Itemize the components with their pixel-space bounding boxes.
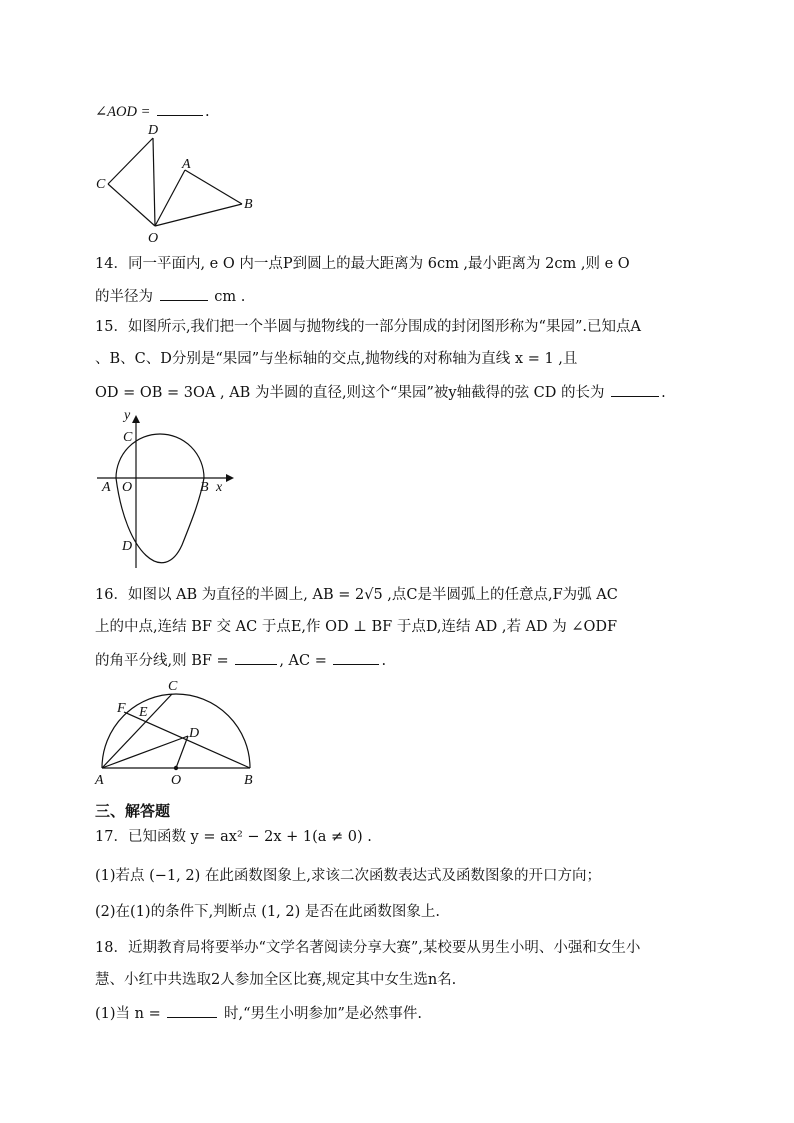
label-C: C: [123, 430, 133, 445]
q17-sub1: [95, 866, 601, 886]
segment-co: [108, 184, 155, 226]
q17-subquestion-2: (2)在(1)的条件下,判断点 (1, 2) 是否在此函数图象上.: [95, 904, 440, 920]
q16-end: .: [381, 653, 387, 669]
label-A: A: [182, 157, 191, 172]
figure-13: [90, 118, 280, 248]
q15-line3: [95, 381, 666, 403]
q13-end: .: [204, 104, 210, 120]
q15-text2: 、B、C、D分别是“果园”与坐标轴的交点,抛物线的对称轴为直线 x = 1 ,且: [95, 351, 578, 367]
label-B: B: [200, 480, 209, 495]
y-axis-arrow: [132, 415, 140, 423]
q16-text3a: 的角平分线,则 BF =: [95, 653, 229, 669]
label-O: O: [122, 480, 133, 495]
label-D: D: [148, 123, 159, 138]
q18-sub1-text: (1)当 n =: [95, 1006, 161, 1022]
label-x: x: [216, 480, 223, 495]
segment-ab: [185, 170, 242, 204]
label-E: E: [139, 705, 148, 720]
q15-number: 15．: [95, 319, 128, 335]
label-O: O: [171, 773, 182, 788]
q17-text1: 已知函数 y = ax² − 2x + 1(a ≠ 0) .: [127, 829, 372, 845]
q18-number: 18．: [95, 940, 128, 956]
q17-sub2: [95, 902, 440, 922]
q14-line1: [95, 254, 630, 274]
q13-expression: ∠AOD =: [95, 104, 151, 120]
q18-text1: 近期教育局将要举办“文学名著阅读分享大赛”,某校要从男生小明、小强和女生小: [127, 940, 641, 956]
q18-line1: [95, 938, 640, 958]
segment-ad: [102, 736, 188, 768]
label-D: D: [189, 726, 200, 741]
label-A: A: [102, 480, 111, 495]
q16-ac-blank[interactable]: [333, 649, 379, 665]
label-O: O: [148, 231, 159, 246]
segment-dc: [108, 138, 153, 184]
q16-number: 16．: [95, 587, 128, 603]
q15-text3: OD = OB = 3OA , AB 为半圆的直径,则这个“果园”被y轴截得的弦 CD 的长为: [95, 385, 605, 401]
q14-answer-blank[interactable]: [160, 285, 208, 301]
q17-number: 17．: [95, 829, 128, 845]
label-B: B: [244, 197, 253, 212]
q18-sub1-end: 时,“男生小明参加”是必然事件.: [223, 1006, 423, 1022]
q17-line1: [95, 827, 372, 847]
q15-line1: [95, 317, 641, 337]
q15-line2: [95, 349, 577, 369]
label-C: C: [168, 679, 178, 694]
q16-line3: [95, 649, 386, 671]
q18-n-blank[interactable]: [167, 1002, 217, 1018]
figure-16: [92, 674, 267, 789]
point-o: [174, 766, 178, 770]
q15-end: .: [661, 385, 666, 401]
q16-text1: 如图以 AB 为直径的半圆上, AB = 2√5 ,点C是半圆弧上的任意点,F为弧 AC: [127, 587, 618, 603]
q16-bf-blank[interactable]: [235, 649, 277, 665]
section-heading: 三、解答题: [95, 802, 171, 820]
q14-line2: [95, 285, 245, 307]
q14-text2: 的半径为: [95, 289, 153, 305]
figure-15: [92, 405, 242, 575]
segment-do: [153, 138, 155, 226]
label-D: D: [122, 539, 133, 554]
q18-line2: [95, 970, 456, 990]
q18-sub1: [95, 1002, 422, 1024]
q15-answer-blank[interactable]: [611, 381, 659, 397]
label-C: C: [96, 177, 106, 192]
segment-od: [176, 736, 188, 768]
q14-text1: 同一平面内, e O 内一点P到圆上的最大距离为 6cm ,最小距离为 2cm ,则 e O: [127, 256, 630, 272]
q15-text1: 如图所示,我们把一个半圆与抛物线的一部分围成的封闭图形称为“果园”.已知点A: [127, 319, 641, 335]
label-A: A: [95, 773, 104, 788]
label-y: y: [124, 408, 131, 423]
q16-line1: [95, 585, 618, 605]
segment-ob: [155, 204, 242, 226]
label-B: B: [244, 773, 253, 788]
q16-text2: 上的中点,连结 BF 交 AC 于点E,作 OD ⊥ BF 于点D,连结 AD ,若 AD 为 ∠ODF: [95, 619, 618, 635]
segment-oa: [155, 170, 185, 226]
x-axis-arrow: [226, 474, 234, 482]
q17-subquestion-1: (1)若点 (−1, 2) 在此函数图象上,求该二次函数表达式及函数图象的开口方向；: [95, 868, 601, 884]
q14-unit: cm .: [214, 289, 246, 305]
label-F: F: [117, 701, 126, 716]
q16-text3b: , AC =: [279, 653, 327, 669]
q18-text2: 慧、小红中共选取2人参加全区比赛,规定其中女生选n名.: [95, 972, 457, 988]
q14-number: 14．: [95, 256, 128, 272]
q16-line2: [95, 617, 617, 637]
q13-answer-blank[interactable]: [157, 100, 203, 116]
